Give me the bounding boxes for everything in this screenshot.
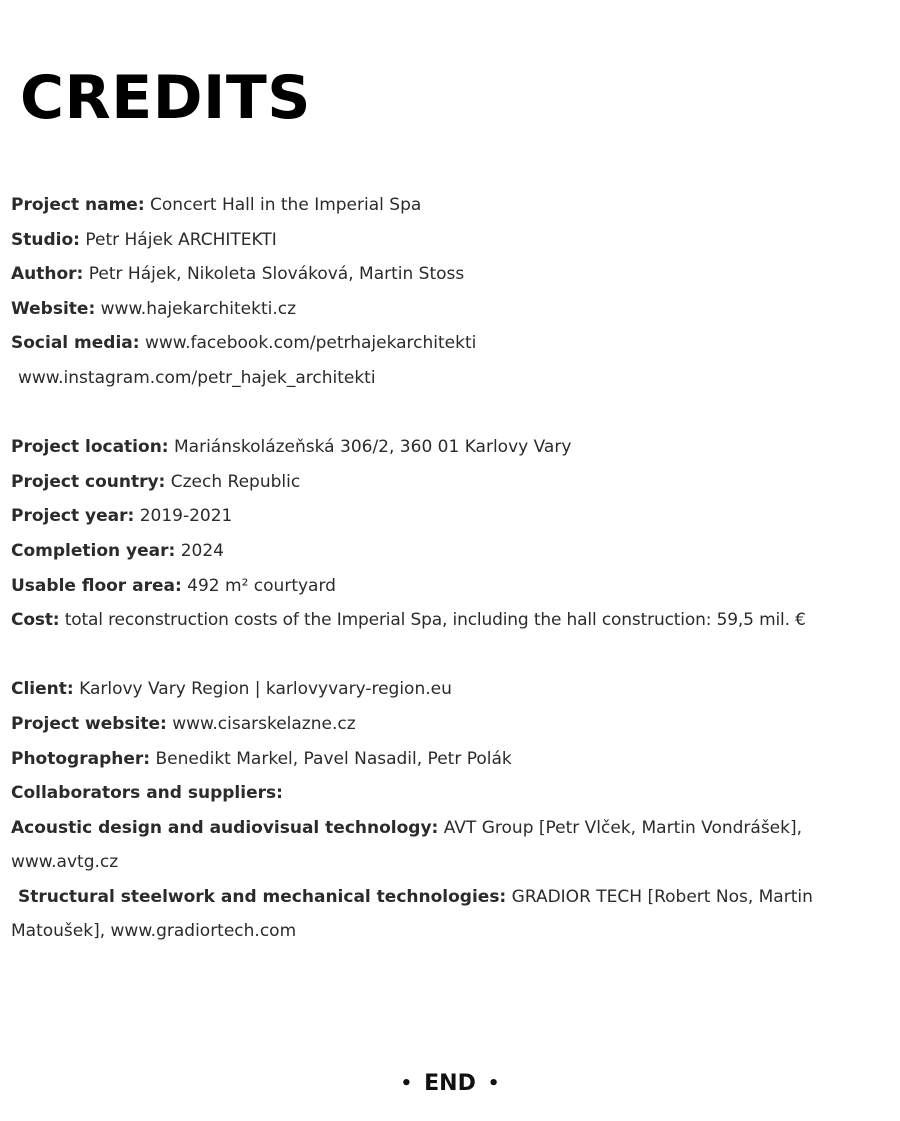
credit-value: 2024 xyxy=(180,540,224,561)
credit-acoustic xyxy=(11,811,891,880)
credit-value: 2019-2021 xyxy=(139,506,233,527)
spacer xyxy=(11,396,891,431)
credit-usable-floor-area xyxy=(11,569,891,604)
website-link[interactable]: www.hajekarchitekti.cz xyxy=(100,298,297,319)
credit-label: Structural steelwork and mechanical technologies: xyxy=(18,886,507,907)
credit-project-website xyxy=(11,707,891,742)
credit-value: total reconstruction costs of the Imperial Spa, including the hall construction: 59,5 mil. € xyxy=(64,610,806,631)
credit-project-year xyxy=(11,499,891,534)
credit-label: Cost: xyxy=(11,610,60,631)
end-marker xyxy=(0,1066,900,1102)
credit-project-country xyxy=(11,465,891,500)
credit-social-media xyxy=(11,326,891,361)
bullet-icon: • xyxy=(487,1073,500,1094)
credit-value: 492 m² courtyard xyxy=(187,575,336,596)
credit-label: Usable floor area: xyxy=(11,575,182,596)
credit-value: Czech Republic xyxy=(170,471,301,492)
credit-studio xyxy=(11,223,891,258)
credit-social-media-2 xyxy=(11,361,891,396)
credit-label: Project location: xyxy=(11,437,169,458)
credit-author xyxy=(11,257,891,292)
credit-label: Photographer: xyxy=(11,748,151,769)
spacer xyxy=(11,638,891,673)
credit-completion-year xyxy=(11,534,891,569)
credit-value: Benedikt Markel, Pavel Nasadil, Petr Polák xyxy=(155,748,512,769)
credit-label: Author: xyxy=(11,264,84,285)
credit-label: Social media: xyxy=(11,333,140,354)
credit-value: Petr Hájek, Nikoleta Slováková, Martin Stoss xyxy=(88,264,465,285)
credit-value: Petr Hájek ARCHITEKTI xyxy=(85,229,277,250)
credit-label: Project name: xyxy=(11,195,145,215)
credit-structural xyxy=(11,880,891,949)
end-label: END xyxy=(424,1071,476,1096)
credit-label: Website: xyxy=(11,298,96,319)
credit-label: Acoustic design and audiovisual technology: xyxy=(11,817,439,838)
credit-label: Client: xyxy=(11,679,74,700)
credit-value: Concert Hall in the Imperial Spa xyxy=(150,195,422,215)
page-title: CREDITS xyxy=(20,63,311,133)
credit-project-name xyxy=(11,188,891,223)
credit-label: Studio: xyxy=(11,229,80,250)
credit-collaborators xyxy=(11,776,891,811)
credit-cost xyxy=(11,603,891,638)
credit-label: Completion year: xyxy=(11,540,176,561)
credit-label: Project website: xyxy=(11,713,167,734)
facebook-link[interactable]: www.facebook.com/petrhajekarchitekti xyxy=(144,333,477,354)
credit-value: Mariánskolázeňská 306/2, 360 01 Karlovy Vary xyxy=(174,437,572,458)
bullet-icon: • xyxy=(400,1073,413,1094)
credit-value: AVT Group [Petr Vlček, Martin Vondrášek], www.avtg.cz xyxy=(11,817,803,873)
credit-client xyxy=(11,672,891,707)
credit-value: Karlovy Vary Region | karlovyvary-region.eu xyxy=(79,679,452,700)
credit-website xyxy=(11,292,891,327)
credit-label: Collaborators and suppliers: xyxy=(11,783,283,804)
credit-photographer xyxy=(11,742,891,777)
credit-label: Project year: xyxy=(11,506,135,527)
instagram-link[interactable]: www.instagram.com/petr_hajek_architekti xyxy=(18,367,376,388)
credit-label: Project country: xyxy=(11,471,166,492)
credits-list xyxy=(11,188,891,949)
credit-project-location xyxy=(11,430,891,465)
project-website-link[interactable]: www.cisarskelazne.cz xyxy=(172,713,356,734)
credit-value: GRADIOR TECH [Robert Nos, Martin Matoušek], www.gradiortech.com xyxy=(11,886,813,942)
